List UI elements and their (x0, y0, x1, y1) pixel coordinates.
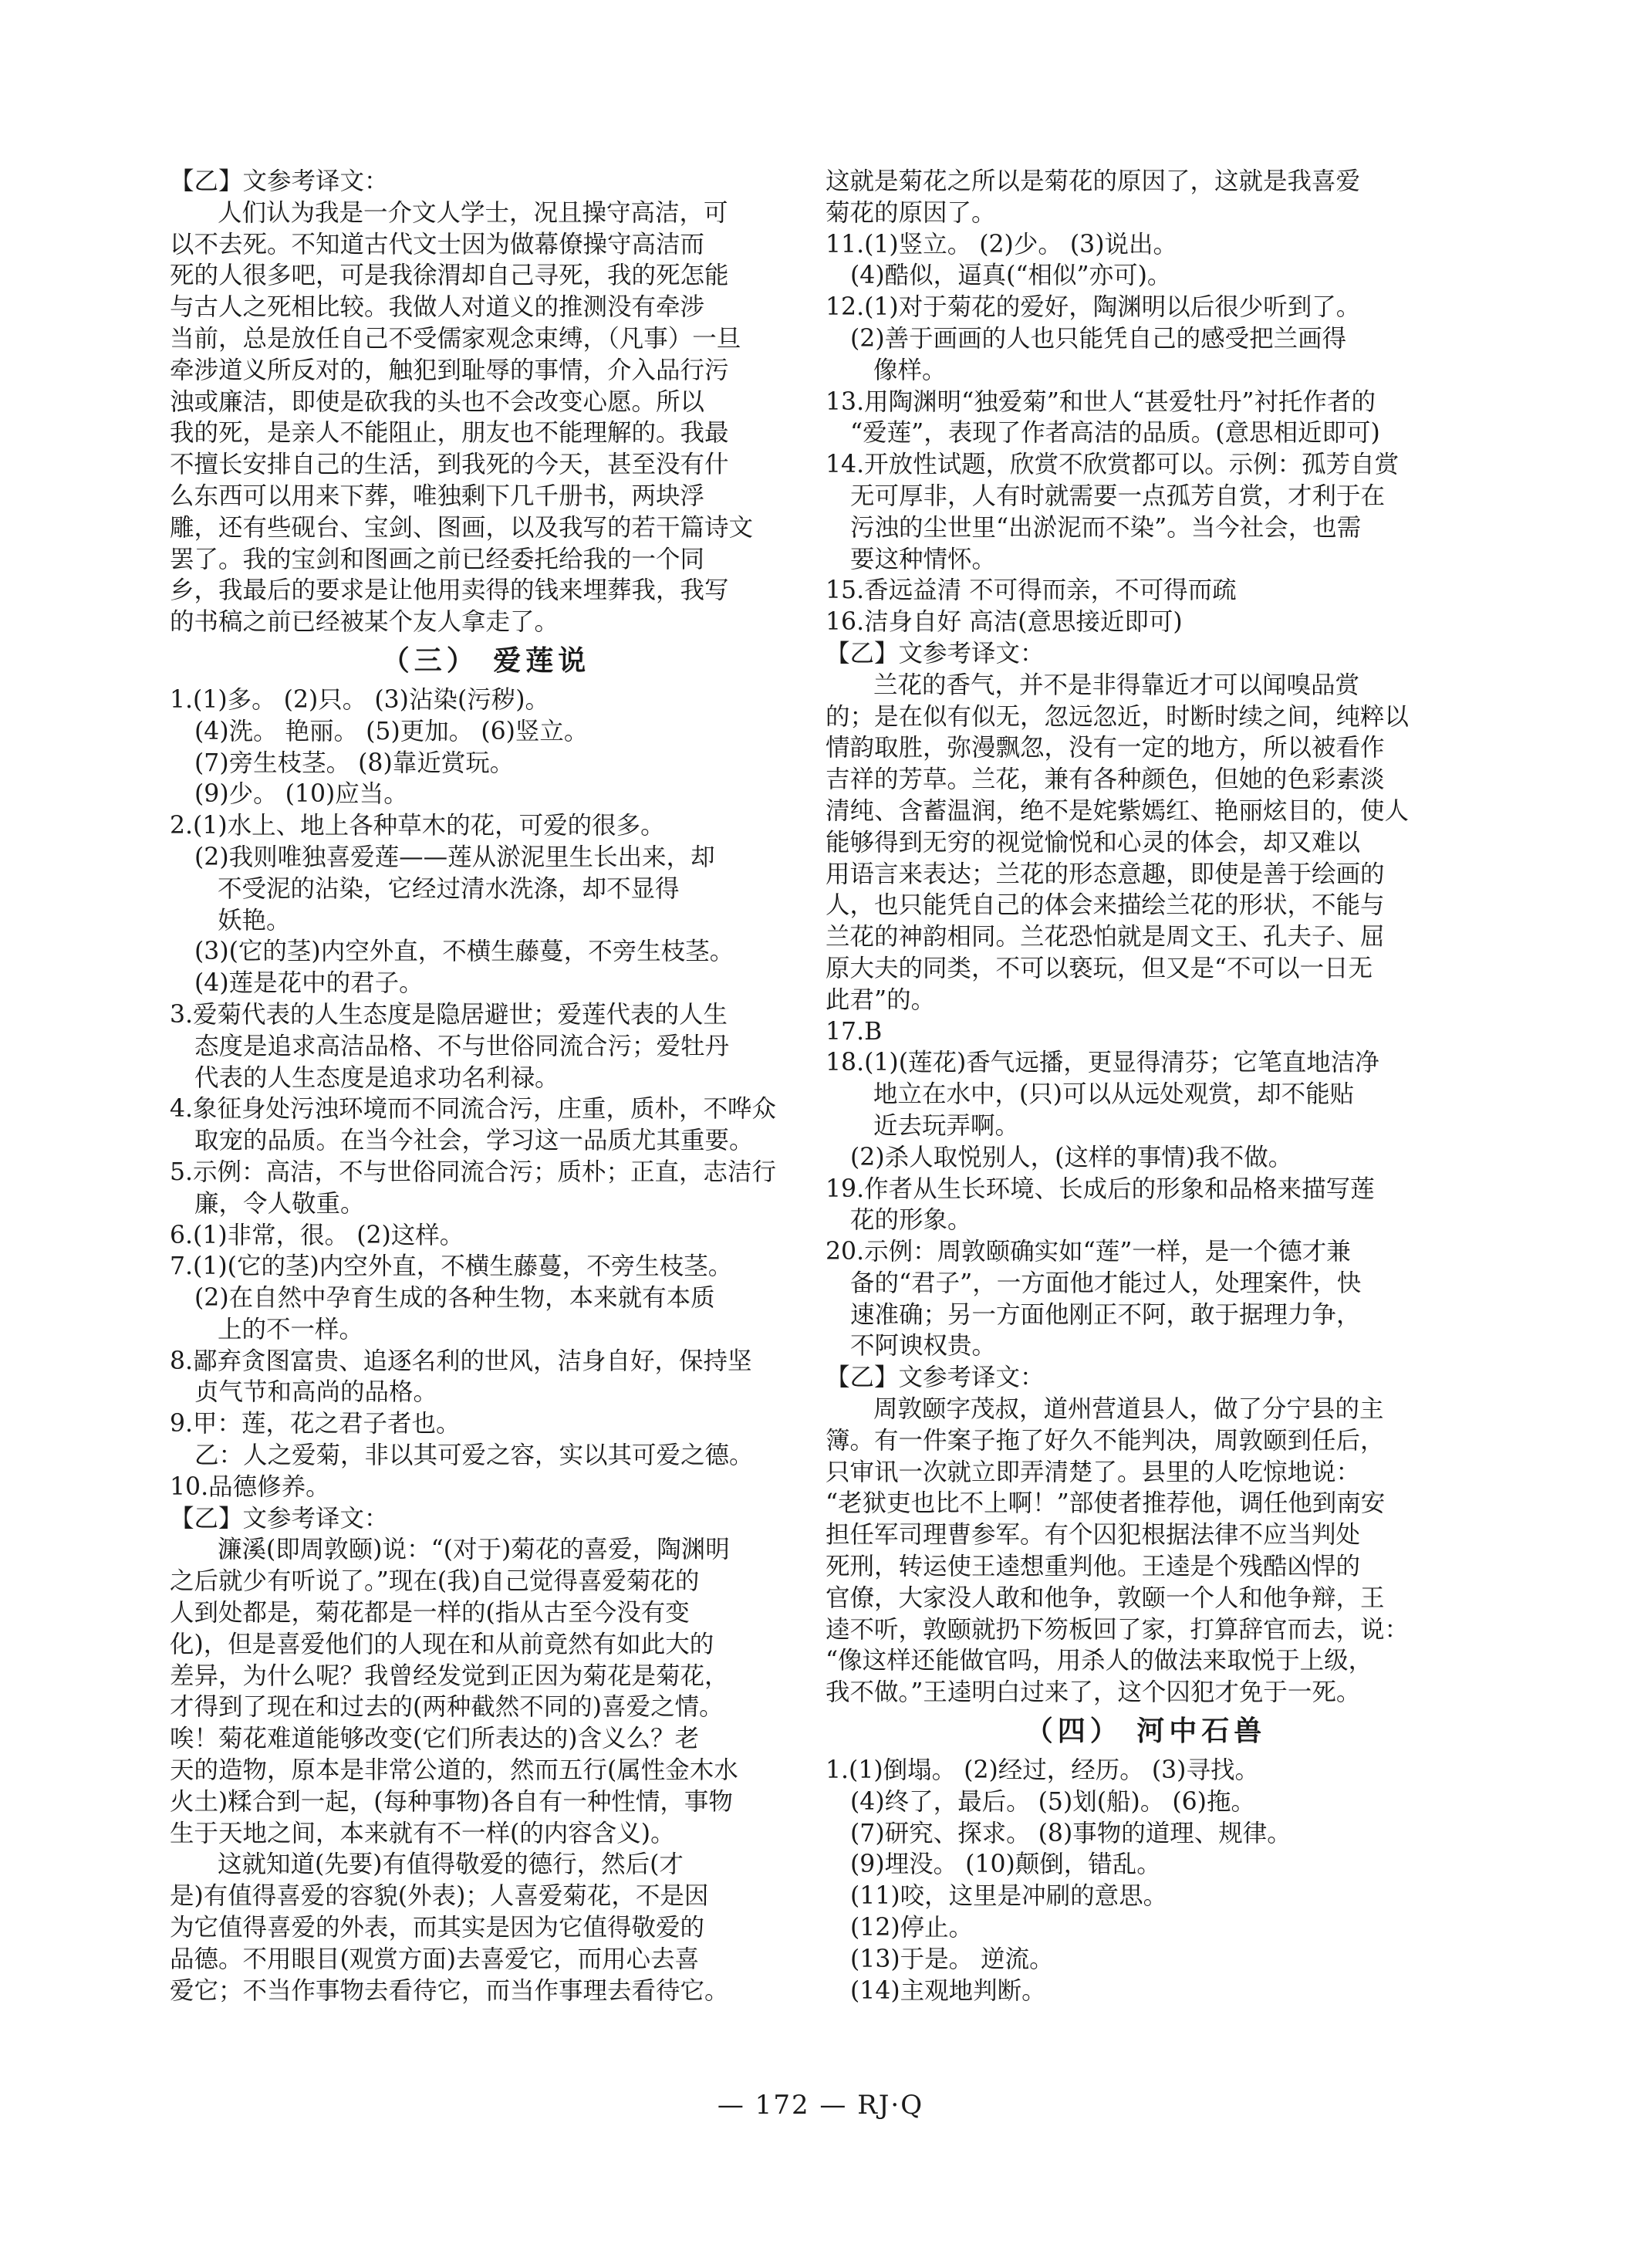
text-line: (12)停止。 (850, 1914, 974, 1942)
text-line: 人们认为我是一介文人学士，况且操守高洁，可 (218, 198, 728, 227)
text-line: (4)莲是花中的君子。 (194, 969, 424, 998)
text-line: (13)于是。 逆流。 (850, 1945, 1054, 1973)
text-line: 上的不一样。 (218, 1315, 364, 1344)
text-line: 濂溪(即周敦颐)说：“(对于)菊花的喜爱，陶渊明 (218, 1536, 730, 1564)
text-line: 的；是在似有似无，忽远忽近，时断时续之间，纯粹以 (826, 702, 1410, 731)
text-line: 周敦颐字茂叔，道州营道县人，做了分宁县的主 (873, 1395, 1384, 1424)
section-heading-ailianshuo: （三） 爱莲说 (381, 644, 591, 677)
text-line: (2)我则唯独喜爱莲——莲从淤泥里生长出来，却 (194, 843, 715, 871)
text-line: 乡，我最后的要求是让他用卖得的钱来埋葬我，我写 (170, 576, 729, 605)
text-line: 品德。不用眼目(观赏方面)去喜爱它，而用心去喜 (170, 1945, 700, 1973)
text-line: 乙：人之爱菊，非以其可爱之容，实以其可爱之德。 (194, 1442, 754, 1470)
text-line: (2)杀人取悦别人，(这样的事情)我不做。 (850, 1143, 1293, 1171)
section-heading-hezhongshishou: （四） 河中石兽 (1025, 1715, 1267, 1748)
text-line: 12.(1)对于菊花的爱好，陶渊明以后很少听到了。 (826, 293, 1361, 322)
text-line: (4)酷似，逼真(“相似”亦可)。 (850, 262, 1172, 290)
text-line: 爱它；不当作事物去看待它，而当作事理去看待它。 (170, 1976, 729, 2005)
text-line: 近去玩弄啊。 (873, 1111, 1020, 1140)
text-line: 死的人很多吧，可是我徐渭却自己寻死，我的死怎能 (170, 262, 729, 290)
text-line: 用语言来表达；兰花的形态意趣，即使是善于绘画的 (826, 860, 1385, 888)
text-line: (7)旁生枝茎。 (8)靠近赏玩。 (194, 749, 515, 777)
text-line: 不擅长安排自己的生活，到我死的今天，甚至没有什 (170, 451, 729, 479)
text-line: 差异，为什么呢？我曾经发觉到正因为菊花是菊花， (170, 1661, 729, 1690)
text-line: 生于天地之间，本来就有不一样(的内容含义)。 (170, 1819, 675, 1847)
text-line: 才得到了现在和过去的(两种截然不同的)喜爱之情。 (170, 1693, 724, 1722)
text-line: 态度是追求高洁品格、不与世俗同流合污；爱牡丹 (194, 1032, 730, 1060)
text-line: 我不做。”王逵明白过来了，这个囚犯才免于一死。 (826, 1678, 1361, 1707)
text-line: (4)洗。 艳丽。 (5)更加。 (6)竖立。 (194, 717, 589, 745)
text-line: 1.(1)多。 (2)只。 (3)沾染(污秽)。 (170, 685, 550, 714)
text-line: 贞气节和高尚的品格。 (194, 1378, 438, 1407)
text-line: 8.鄙弃贪图富贵、追逐名利的世风，洁身自好，保持坚 (170, 1347, 752, 1375)
text-line: 18.(1)(莲花)香气远播，更显得清芬；它笔直地洁净 (826, 1049, 1379, 1077)
text-line: “像这样还能做官吗，用杀人的做法来取悦于上级， (826, 1647, 1373, 1675)
text-line: 【乙】文参考译文： (170, 167, 389, 195)
text-line: 9.甲：莲，花之君子者也。 (170, 1410, 461, 1438)
left-column (170, 166, 802, 2006)
text-line: 备的“君子”，一方面他才能过人，处理案件，快 (850, 1269, 1362, 1297)
text-line: 这就知道(先要)有值得敬爱的德行，然后(才 (218, 1851, 684, 1879)
text-line: 原大夫的同类，不可以亵玩，但又是“不可以一日无 (826, 954, 1373, 982)
text-line: 天的造物，原本是非常公道的，然而五行(属性金木水 (170, 1756, 738, 1785)
text-line: 1.(1)倒塌。 (2)经过，经历。 (3)寻找。 (826, 1756, 1259, 1785)
text-line: (9)少。 (10)应当。 (194, 780, 408, 809)
text-line: 是)有值得喜爱的容貌(外表)；人喜爱菊花，不是因 (170, 1882, 709, 1911)
text-line: “爱莲”，表现了作者高洁的品质。(意思相近即可) (850, 419, 1380, 448)
text-line: 5.示例：高洁，不与世俗同流合污；质朴；正直，志洁行 (170, 1158, 777, 1186)
text-line: 此君”的。 (826, 985, 936, 1014)
text-line: 取宠的品质。在当今社会，学习这一品质尤其重要。 (194, 1127, 754, 1155)
text-line: (2)善于画画的人也只能凭自己的感受把兰画得 (850, 324, 1347, 353)
text-line: 唉！菊花难道能够改变(它们所表达的)含义么？老 (170, 1725, 700, 1753)
text-line: 雕，还有些砚台、宝剑、图画，以及我写的若干篇诗文 (170, 513, 754, 542)
text-line: 只审讯一次就立即弄清楚了。县里的人吃惊地说： (826, 1458, 1361, 1486)
text-line: 【乙】文参考译文： (826, 639, 1045, 668)
text-line: 4.象征身处污浊环境而不同流合污，庄重，质朴，不哗众 (170, 1095, 777, 1124)
text-line: 担任军司理曹参军。有个囚犯根据法律不应当判处 (826, 1521, 1361, 1550)
text-line: 3.爱菊代表的人生态度是隐居避世；爱莲代表的人生 (170, 1000, 728, 1029)
right-column (826, 166, 1466, 2006)
text-line: 14.开放性试题，欣赏不欣赏都可以。示例：孤芳自赏 (826, 451, 1400, 479)
text-line: 地立在水中，(只)可以从远处观赏，却不能贴 (873, 1080, 1355, 1109)
text-line: 不受泥的沾染，它经过清水洗涤，却不显得 (218, 874, 680, 903)
text-line: (7)研究、探求。 (8)事物的道理、规律。 (850, 1819, 1292, 1847)
text-line: 19.作者从生长环境、长成后的形象和品格来描写莲 (826, 1175, 1375, 1203)
text-line: 清纯、含蓄温润，绝不是姹紫嫣红、艳丽炫目的，使人 (826, 796, 1410, 825)
text-line: 像样。 (873, 356, 947, 384)
text-line: 人到处都是，菊花都是一样的(指从古至今没有变 (170, 1599, 690, 1627)
text-line: 我的死，是亲人不能阻止，朋友也不能理解的。我最 (170, 419, 729, 448)
text-line: 情韵取胜，弥漫飘忽，没有一定的地方，所以被看作 (826, 734, 1385, 762)
text-line: 不阿谀权贵。 (850, 1332, 997, 1360)
text-line: (14)主观地判断。 (850, 1976, 1046, 2005)
text-line: 之后就少有听说了。”现在(我)自己觉得喜爱菊花的 (170, 1567, 700, 1596)
text-line: 妖艳。 (218, 906, 291, 935)
text-line: 火土)糅合到一起，(每种事物)各自有一种性情，事物 (170, 1787, 733, 1816)
text-line: 【乙】文参考译文： (170, 1504, 389, 1533)
text-line: 代表的人生态度是追求功名利禄。 (194, 1063, 559, 1092)
text-line: 死刑，转运使王逵想重判他。王逵是个残酷凶悍的 (826, 1553, 1361, 1581)
text-line: 7.(1)(它的茎)内空外直，不横生藤蔓，不旁生枝茎。 (170, 1252, 733, 1281)
text-line: 15.香远益清 不可得而亲，不可得而疏 (826, 576, 1237, 605)
text-line: 兰花的神韵相同。兰花恐怕就是周文王、孔夫子、屈 (826, 923, 1385, 951)
text-line: 11.(1)竖立。 (2)少。 (3)说出。 (826, 230, 1177, 259)
text-line: 官僚，大家没人敢和他争，敦颐一个人和他争辩，王 (826, 1584, 1385, 1612)
text-line: 2.(1)水上、地上各种草木的花，可爱的很多。 (170, 812, 665, 840)
text-line: 17.B (826, 1017, 883, 1046)
text-line: 速准确；另一方面他刚正不阿，敢于据理力争， (850, 1300, 1361, 1329)
text-line: 无可厚非，人有时就需要一点孤芳自赏，才利于在 (850, 482, 1386, 510)
text-line: 吉祥的芳草。兰花，兼有各种颜色，但她的色彩素淡 (826, 766, 1385, 794)
text-line: 为它值得喜爱的外表，而其实是因为它值得敬爱的 (170, 1914, 705, 1942)
text-line: 化)，但是喜爱他们的人现在和从前竟然有如此大的 (170, 1630, 714, 1658)
text-line: 罢了。我的宝剑和图画之前已经委托给我的一个同 (170, 545, 705, 573)
text-line: 6.(1)非常，很。 (2)这样。 (170, 1221, 464, 1249)
text-line: (3)(它的茎)内空外直，不横生藤蔓，不旁生枝茎。 (194, 938, 734, 966)
text-line: 牵涉道义所反对的，触犯到耻辱的事情，介入品行污 (170, 356, 729, 384)
page-footer: — 172 — RJ·Q (717, 2090, 924, 2121)
text-line: (9)埋没。 (10)颠倒，错乱。 (850, 1851, 1161, 1879)
text-line: (2)在自然中孕育生成的各种生物，本来就有本质 (194, 1284, 715, 1313)
text-line: 污浊的尘世里“出淤泥而不染”。当今社会，也需 (850, 513, 1362, 542)
text-line: “老狱吏也比不上啊！”部使者推荐他，调任他到南安 (826, 1489, 1386, 1518)
text-line: 这就是菊花之所以是菊花的原因了，这就是我喜爱 (826, 167, 1361, 195)
text-line: 10.品德修养。 (170, 1472, 330, 1501)
text-line: 的书稿之前已经被某个友人拿走了。 (170, 608, 559, 637)
text-line: 浊或廉洁，即使是砍我的头也不会改变心愿。所以 (170, 387, 705, 416)
text-line: 兰花的香气，并不是非得靠近才可以闻嗅品赏 (873, 671, 1360, 699)
text-line: 么东西可以用来下葬，唯独剩下几千册书，两块浮 (170, 482, 705, 510)
text-line: (4)终了，最后。 (5)划(船)。 (6)拖。 (850, 1787, 1255, 1816)
text-line: 20.示例：周敦颐确实如“莲”一样，是一个德才兼 (826, 1238, 1351, 1266)
text-line: 当前，总是放任自己不受儒家观念束缚，（凡事）一旦 (170, 324, 741, 353)
text-line: 能够得到无穷的视觉愉悦和心灵的体会，却又难以 (826, 828, 1361, 857)
text-line: (11)咬，这里是冲刷的意思。 (850, 1882, 1168, 1911)
text-line: 簿。有一件案子拖了好久不能判决，周敦颐到任后， (826, 1426, 1385, 1455)
text-line: 与古人之死相比较。我做人对道义的推测没有牵涉 (170, 293, 705, 322)
text-line: 13.用陶渊明“独爱菊”和世人“甚爱牡丹”衬托作者的 (826, 387, 1376, 416)
text-line: 花的形象。 (850, 1206, 972, 1235)
text-line: 菊花的原因了。 (826, 198, 996, 227)
text-line: 逵不听，敦颐就扔下笏板回了家，打算辞官而去，说： (826, 1615, 1410, 1644)
text-line: 廉，令人敬重。 (194, 1189, 365, 1218)
text-line: 以不去死。不知道古代文士因为做幕僚操守高洁而 (170, 230, 705, 259)
text-line: 人，也只能凭自己的体会来描绘兰花的形状，不能与 (826, 891, 1385, 920)
text-line: 16.洁身自好 高洁(意思接近即可) (826, 608, 1183, 637)
text-line: 【乙】文参考译文： (826, 1364, 1045, 1392)
text-line: 要这种情怀。 (850, 545, 997, 573)
